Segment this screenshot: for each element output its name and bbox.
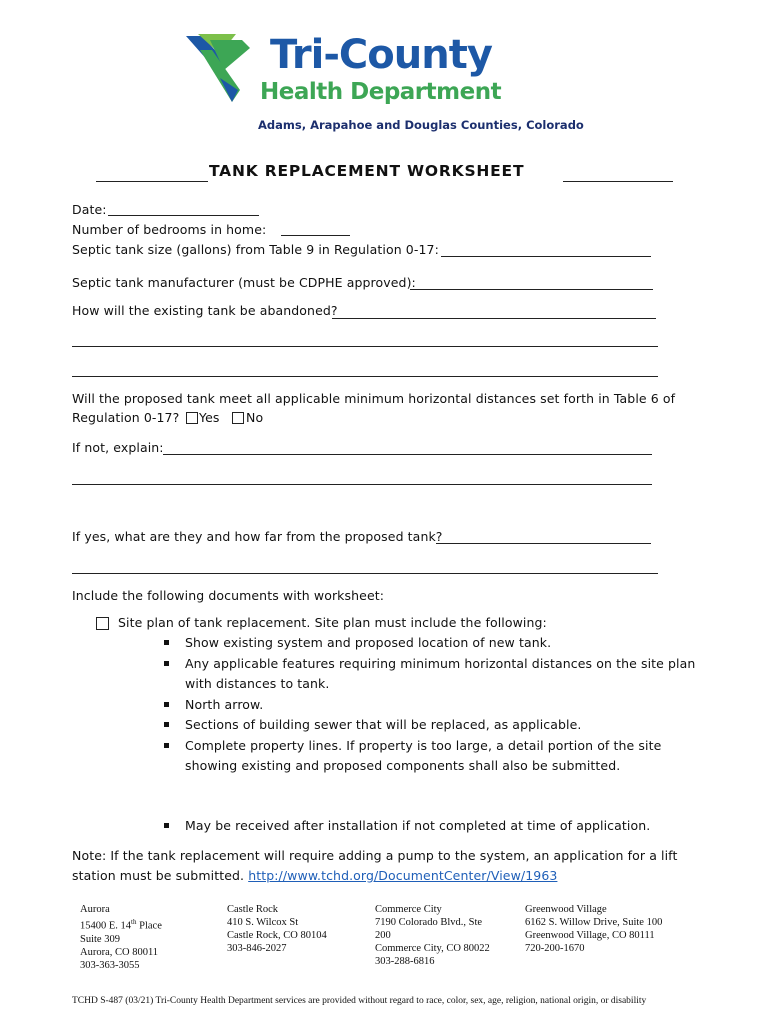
list-item: Complete property lines. If property is too large, a detail portion of the site (185, 738, 662, 753)
office-suite: Suite 309 (80, 933, 120, 945)
bullet-icon (164, 722, 169, 727)
date-label: Date: (72, 202, 107, 217)
office-city: Greenwood Village (525, 904, 607, 915)
note-line2 (72, 868, 557, 884)
date-field[interactable] (108, 215, 259, 216)
office-city: Commerce City (375, 904, 442, 915)
no-checkbox[interactable] (232, 412, 244, 424)
office-city: Aurora (80, 904, 110, 915)
title-underline-right (563, 181, 673, 182)
tank-size-field[interactable] (441, 256, 651, 257)
yes-label: Yes (199, 410, 220, 425)
office-city-state: Commerce City, CO 80022 (375, 943, 490, 954)
office-phone: 303-846-2027 (227, 943, 287, 954)
office-city-state: Greenwood Village, CO 80111 (525, 930, 655, 941)
if-yes-field[interactable] (436, 543, 651, 544)
no-label: No (246, 410, 264, 425)
site-plan-checkbox[interactable] (96, 617, 109, 630)
site-plan-label: Site plan of tank replacement. Site plan must include the following: (118, 615, 547, 630)
if-not-label: If not, explain: (72, 440, 164, 455)
if-not-field-line2[interactable] (72, 484, 652, 485)
office-phone: 720-200-1670 (525, 943, 585, 954)
abandoned-field[interactable] (332, 318, 656, 319)
office-city-state: Castle Rock, CO 80104 (227, 930, 327, 941)
manufacturer-field[interactable] (410, 289, 653, 290)
list-item: Any applicable features requiring minimum horizontal distances on the site plan (185, 656, 696, 671)
logo (180, 30, 584, 138)
list-item: North arrow. (185, 697, 264, 712)
logo-name-line1: Tri-County (270, 32, 492, 78)
bullet-icon (164, 640, 169, 645)
office-address: 410 S. Wilcox St (227, 917, 299, 928)
list-item-continued: with distances to tank. (185, 676, 330, 691)
if-yes-field-line2[interactable] (72, 573, 658, 574)
manufacturer-label: Septic tank manufacturer (must be CDPHE approved): (72, 275, 416, 290)
if-not-field[interactable] (163, 454, 652, 455)
abandoned-field-line3[interactable] (72, 376, 658, 377)
bullet-icon (164, 823, 169, 828)
list-item-continued: showing existing and proposed components shall also be submitted. (185, 758, 621, 773)
office-commerce-city (375, 903, 490, 968)
document-center-link[interactable]: http://www.tchd.org/DocumentCenter/View/1963 (248, 868, 558, 883)
office-phone: 303-288-6816 (375, 956, 435, 967)
distances-question-line2: Regulation 0-17? (72, 410, 180, 425)
list-item: Sections of building sewer that will be replaced, as applicable. (185, 717, 582, 732)
office-city-state: Aurora, CO 80011 (80, 946, 159, 958)
yes-checkbox[interactable] (186, 412, 198, 424)
office-address: 6162 S. Willow Drive, Suite 100 (525, 917, 663, 928)
tank-size-label: Septic tank size (gallons) from Table 9 in Regulation 0-17: (72, 242, 439, 257)
abandoned-field-line2[interactable] (72, 346, 658, 347)
list-item: Show existing system and proposed location of new tank. (185, 635, 552, 650)
if-yes-label: If yes, what are they and how far from the proposed tank? (72, 529, 443, 544)
logo-tagline: Adams, Arapahoe and Douglas Counties, Colorado (258, 118, 584, 132)
note-line2-text: station must be submitted. (72, 868, 245, 883)
bedrooms-label: Number of bedrooms in home: (72, 222, 267, 237)
bedrooms-field[interactable] (281, 235, 350, 236)
office-address: 7190 Colorado Blvd., Ste (375, 917, 483, 928)
documents-heading: Include the following documents with worksheet: (72, 588, 385, 603)
footer-text: TCHD S-487 (03/21) Tri-County Health Department services are provided without regard to race, color, sex, age, religion, national origin, or disability (72, 996, 647, 1006)
list-item: May be received after installation if not completed at time of application. (185, 818, 651, 833)
office-phone: 303-363-3055 (80, 959, 140, 971)
page-title: TANK REPLACEMENT WORKSHEET (209, 162, 525, 180)
office-address: 15400 E. 14th Place (80, 918, 162, 932)
office-city: Castle Rock (227, 904, 279, 915)
logo-name-line2: Health Department (260, 79, 502, 105)
bullet-icon (164, 743, 169, 748)
bullet-icon (164, 702, 169, 707)
office-aurora (80, 903, 162, 972)
office-greenwood-village (525, 903, 662, 955)
logo-swoosh-icon (180, 30, 270, 110)
bullet-icon (164, 661, 169, 666)
distances-question-line1: Will the proposed tank meet all applicable minimum horizontal distances set forth in Table 6 of (72, 391, 676, 406)
abandoned-label: How will the existing tank be abandoned? (72, 303, 338, 318)
title-underline-left (96, 181, 208, 182)
note-line1: Note: If the tank replacement will require adding a pump to the system, an application for a lift (72, 848, 678, 863)
office-castle-rock (227, 903, 327, 955)
office-suite: 200 (375, 930, 391, 941)
